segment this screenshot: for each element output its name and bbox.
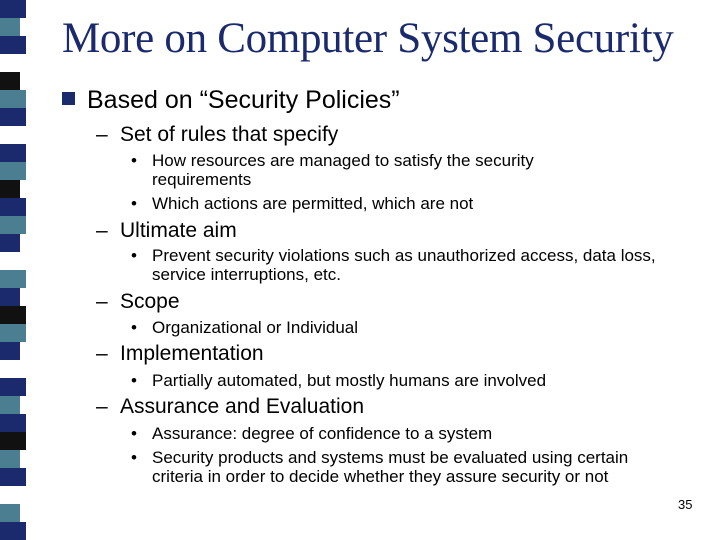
stripe-block	[0, 0, 26, 18]
list-item	[131, 371, 666, 390]
stripe-block	[0, 126, 20, 144]
stripe-block	[0, 450, 20, 468]
sub-heading-text: Implementation	[120, 342, 264, 365]
decorative-stripe	[0, 0, 26, 540]
stripe-block	[0, 486, 26, 504]
list-item-text: How resources are managed to satisfy the security requirements	[152, 151, 534, 189]
stripe-block	[0, 72, 20, 90]
stripe-block	[0, 180, 20, 198]
main-bullet-text: Based on “Security Policies”	[87, 86, 400, 114]
bullet-dot-icon: •	[131, 371, 137, 390]
list-item	[131, 448, 651, 486]
stripe-block	[0, 252, 26, 270]
bullet-dot-icon: •	[131, 424, 137, 443]
stripe-block	[0, 468, 26, 486]
stripe-block	[0, 432, 26, 450]
stripe-block	[0, 234, 20, 252]
stripe-block	[0, 342, 20, 360]
list-item	[131, 424, 666, 443]
bullet-dot-icon: •	[131, 448, 137, 467]
list-item	[131, 318, 666, 337]
stripe-block	[0, 522, 26, 540]
list-item-text: Which actions are permitted, which are not	[152, 194, 474, 213]
dash-icon: –	[96, 219, 108, 242]
page-number: 35	[678, 497, 693, 512]
list-item-text: Assurance: degree of confidence to a system	[152, 424, 493, 443]
stripe-block	[0, 414, 26, 432]
stripe-block	[0, 504, 20, 522]
list-item	[131, 194, 611, 213]
dash-icon: –	[96, 395, 108, 418]
stripe-block	[0, 360, 26, 378]
stripe-block	[0, 216, 26, 234]
list-item	[131, 151, 611, 189]
bullet-dot-icon: •	[131, 246, 137, 265]
stripe-block	[0, 288, 20, 306]
stripe-block	[0, 108, 26, 126]
dash-icon: –	[96, 123, 108, 146]
list-item-text: Partially automated, but mostly humans are involved	[152, 371, 547, 390]
sub-heading	[96, 123, 338, 147]
stripe-block	[0, 270, 26, 288]
stripe-block	[0, 90, 26, 108]
dash-icon: –	[96, 342, 108, 365]
list-item-text: Security products and systems must be evaluated using certain criteria in order to decide whether they assure security or not	[152, 448, 629, 486]
sub-heading-text: Ultimate aim	[120, 219, 237, 242]
stripe-block	[0, 18, 20, 36]
bullet-dot-icon: •	[131, 151, 137, 170]
dash-icon: –	[96, 290, 108, 313]
sub-heading	[96, 342, 264, 366]
list-item-text: Organizational or Individual	[152, 318, 359, 337]
list-item	[131, 246, 666, 284]
sub-heading-text: Set of rules that specify	[120, 123, 339, 146]
sub-heading	[96, 395, 364, 419]
sub-heading	[96, 219, 237, 243]
square-bullet-icon	[62, 92, 75, 105]
main-bullet	[62, 86, 400, 115]
slide-title: More on Computer System Security	[62, 15, 674, 62]
bullet-dot-icon: •	[131, 318, 137, 337]
stripe-block	[0, 162, 26, 180]
sub-heading-text: Scope	[120, 290, 180, 313]
stripe-block	[0, 54, 26, 72]
list-item-text: Prevent security violations such as unauthorized access, data loss, service interruptions, etc.	[152, 246, 656, 284]
stripe-block	[0, 306, 26, 324]
bullet-dot-icon: •	[131, 194, 137, 213]
stripe-block	[0, 378, 26, 396]
stripe-block	[0, 198, 26, 216]
stripe-block	[0, 324, 26, 342]
stripe-block	[0, 36, 26, 54]
sub-heading-text: Assurance and Evaluation	[120, 395, 364, 418]
stripe-block	[0, 144, 26, 162]
stripe-block	[0, 396, 20, 414]
sub-heading	[96, 290, 180, 314]
